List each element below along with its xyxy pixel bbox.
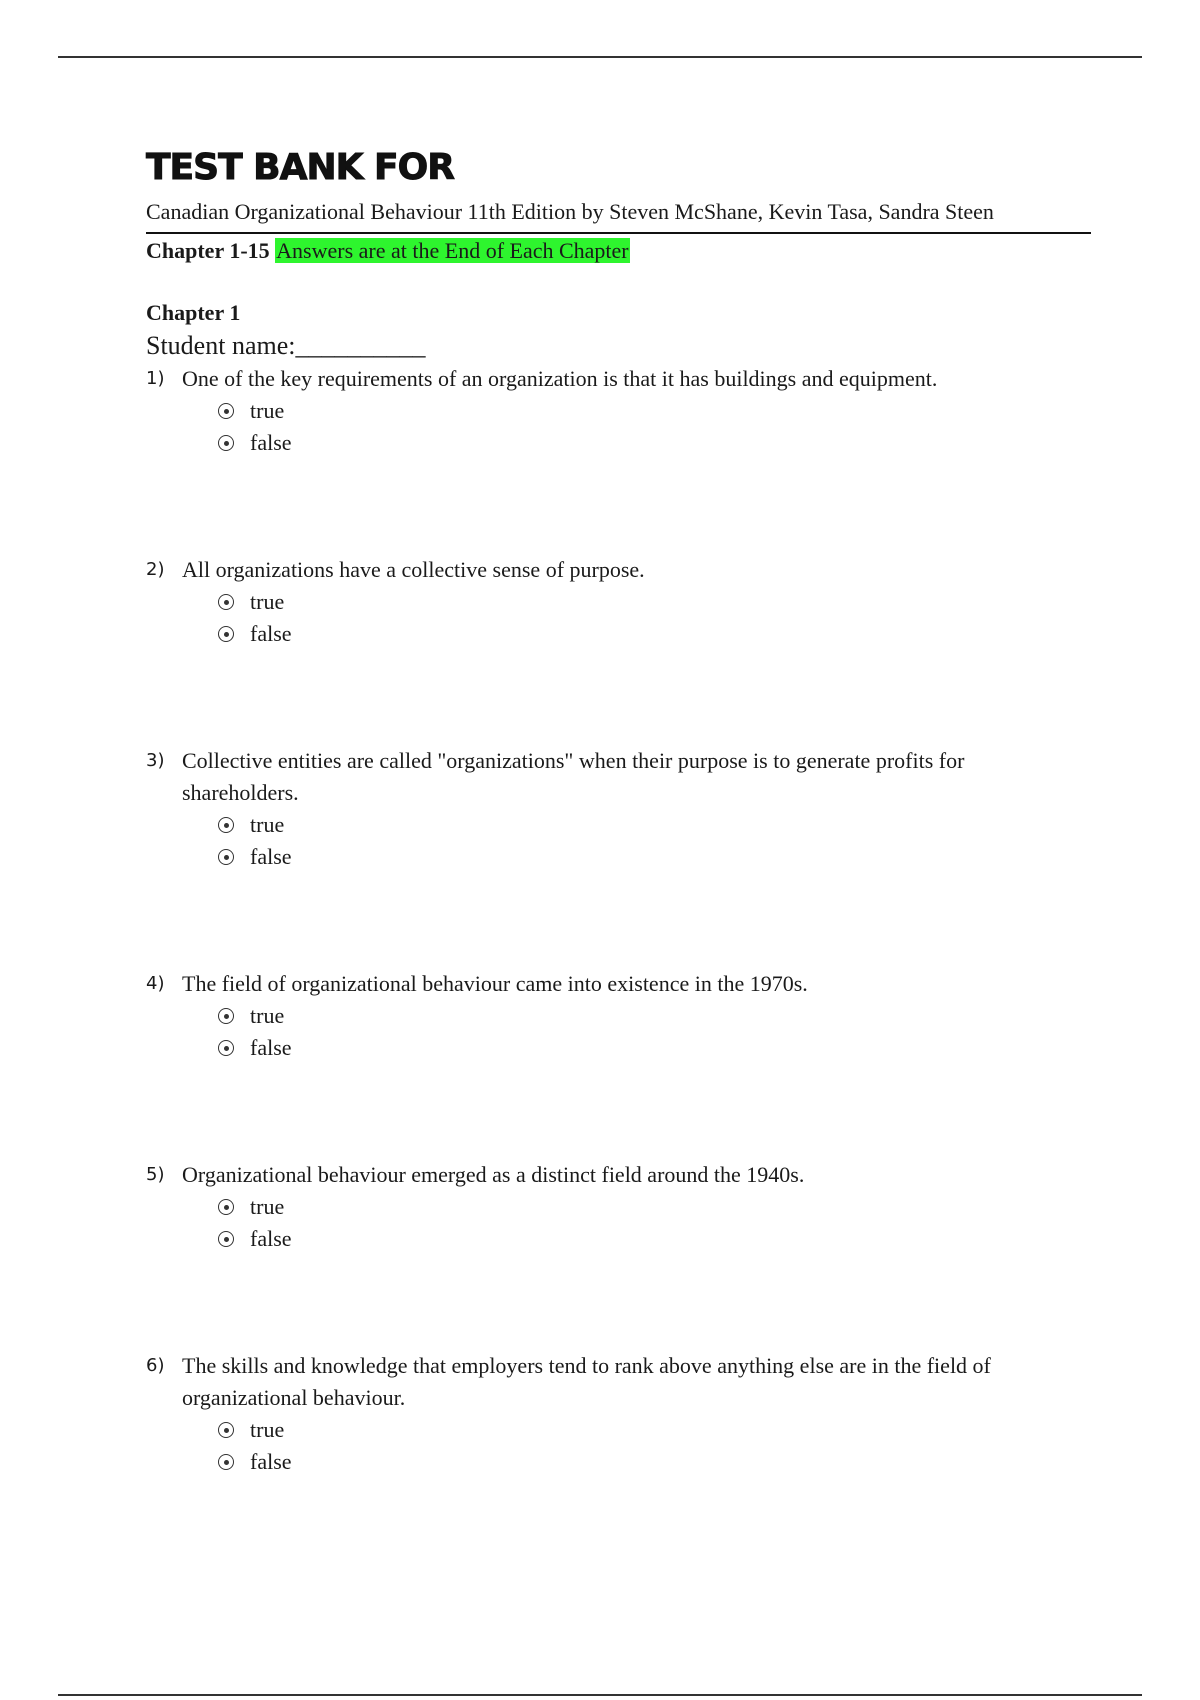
bottom-rule — [58, 1694, 1142, 1696]
question-list — [146, 363, 1091, 1478]
answer-options — [182, 395, 1091, 459]
answer-options — [182, 1000, 1091, 1064]
answer-option-false[interactable] — [218, 1032, 1091, 1064]
question-text: One of the key requirements of an organization is that it has buildings and equipment. — [182, 366, 938, 391]
answer-option-true[interactable] — [218, 809, 1091, 841]
document-title: TEST BANK FOR — [146, 147, 454, 188]
subtitle-rule — [146, 232, 1091, 234]
answer-option-true[interactable] — [218, 1191, 1091, 1223]
option-label: false — [250, 621, 292, 646]
question-text: Collective entities are called "organizations" when their purpose is to generate profits for shareholders. — [182, 748, 965, 805]
option-label: false — [250, 1035, 292, 1060]
radio-icon[interactable] — [218, 403, 234, 419]
chapter-range-line — [146, 237, 1091, 265]
option-label: false — [250, 430, 292, 455]
question-item — [146, 554, 1091, 650]
document-body — [146, 147, 1091, 1478]
question-item — [146, 1350, 1091, 1478]
student-name-label: Student name:__________ — [146, 331, 426, 360]
chapter-heading: Chapter 1 — [146, 300, 241, 325]
answer-options — [182, 1414, 1091, 1478]
question-spacer — [146, 1064, 1091, 1159]
question-text: The skills and knowledge that employers tend to rank above anything else are in the field of organizational behaviour. — [182, 1353, 991, 1410]
answer-options — [182, 809, 1091, 873]
radio-icon[interactable] — [218, 817, 234, 833]
option-label: false — [250, 1449, 292, 1474]
answer-option-false[interactable] — [218, 427, 1091, 459]
question-number: 3) — [146, 750, 165, 771]
radio-icon[interactable] — [218, 1454, 234, 1470]
question-number: 4) — [146, 973, 165, 994]
answer-option-true[interactable] — [218, 395, 1091, 427]
radio-icon[interactable] — [218, 1199, 234, 1215]
radio-icon[interactable] — [218, 435, 234, 451]
option-label: false — [250, 1226, 292, 1251]
radio-icon[interactable] — [218, 1231, 234, 1247]
answer-options — [182, 1191, 1091, 1255]
option-label: true — [250, 589, 285, 614]
question-text: The field of organizational behaviour came into existence in the 1970s. — [182, 971, 808, 996]
question-text: All organizations have a collective sense of purpose. — [182, 557, 645, 582]
option-label: true — [250, 1194, 285, 1219]
answer-option-false[interactable] — [218, 618, 1091, 650]
option-label: true — [250, 398, 285, 423]
answer-option-false[interactable] — [218, 841, 1091, 873]
question-item — [146, 363, 1091, 459]
chapter-range: Chapter 1-15 — [146, 238, 270, 263]
answer-option-true[interactable] — [218, 586, 1091, 618]
question-spacer — [146, 459, 1091, 554]
option-label: true — [250, 812, 285, 837]
radio-icon[interactable] — [218, 594, 234, 610]
answer-option-true[interactable] — [218, 1414, 1091, 1446]
top-rule — [58, 56, 1142, 58]
answers-note-highlight: Answers are at the End of Each Chapter — [276, 238, 629, 263]
answer-option-false[interactable] — [218, 1446, 1091, 1478]
question-spacer — [146, 650, 1091, 745]
radio-icon[interactable] — [218, 1008, 234, 1024]
answer-option-false[interactable] — [218, 1223, 1091, 1255]
question-spacer — [146, 1255, 1091, 1350]
option-label: true — [250, 1417, 285, 1442]
book-subtitle: Canadian Organizational Behaviour 11th Edition by Steven McShane, Kevin Tasa, Sandra Steen — [146, 199, 994, 224]
question-spacer — [146, 873, 1091, 968]
option-label: true — [250, 1003, 285, 1028]
question-item — [146, 1159, 1091, 1255]
answer-option-true[interactable] — [218, 1000, 1091, 1032]
radio-icon[interactable] — [218, 1422, 234, 1438]
question-number: 5) — [146, 1164, 165, 1185]
answer-options — [182, 586, 1091, 650]
radio-icon[interactable] — [218, 626, 234, 642]
question-text: Organizational behaviour emerged as a distinct field around the 1940s. — [182, 1162, 805, 1187]
radio-icon[interactable] — [218, 849, 234, 865]
option-label: false — [250, 844, 292, 869]
question-number: 1) — [146, 368, 165, 389]
question-item — [146, 968, 1091, 1064]
question-item — [146, 745, 1091, 873]
question-number: 6) — [146, 1355, 165, 1376]
question-number: 2) — [146, 559, 165, 580]
radio-icon[interactable] — [218, 1040, 234, 1056]
